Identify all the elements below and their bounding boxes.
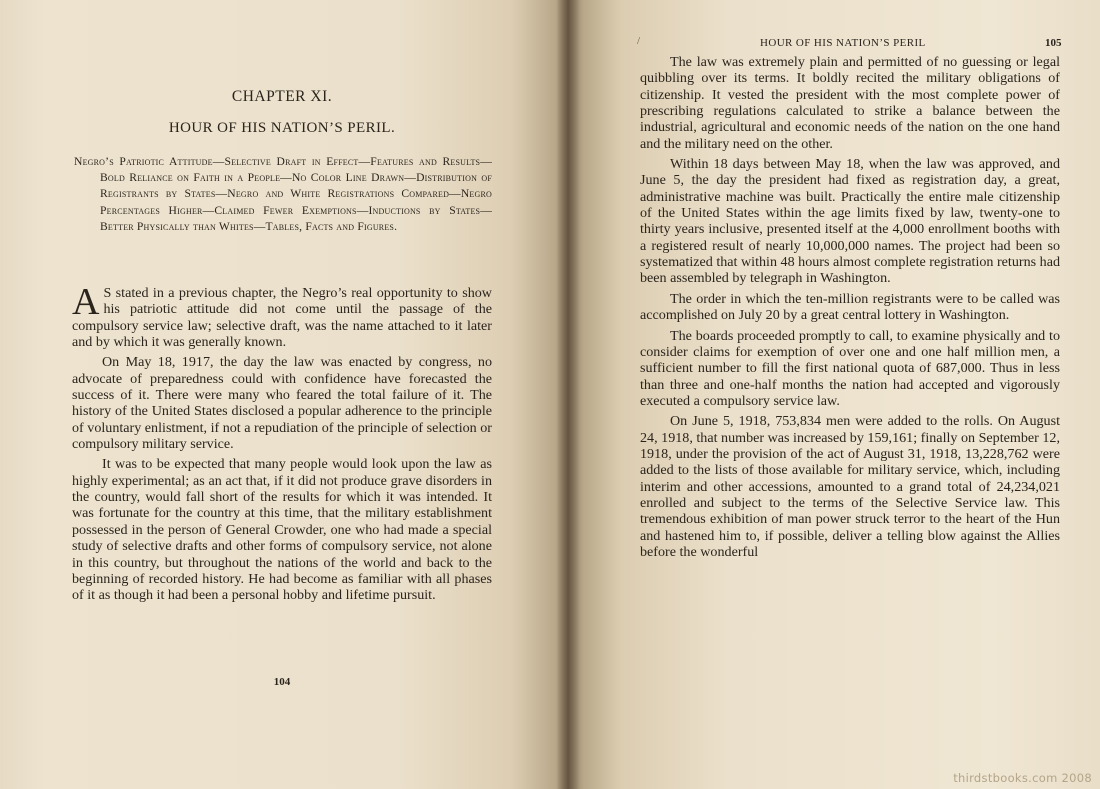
chapter-heading: CHAPTER XI. [231,88,333,105]
paragraph: The law was extremely plain and permitted of no guessing or legal quibbling over its terms. It boldly recited the military obligations of citizenship. It vested the president with the most complete power of prescribing regulations calculated to strike a balance between the industrial, agricultural and economic needs of the nation on the one hand and the military need on the other. [640,54,1060,152]
chapter-synopsis: Negro’s Patriotic Attitude—Selective Draft in Effect—Features and Results—Bold Reliance on Faith in a People—No Color Line Drawn—Distribution of Registrants by States—Negro and White Registrations Compared—Negro Percentages Higher—Claimed Fewer Exemptions—Inductions by States—Better Physically than Whites—Tables, Facts and Figures. [74,155,492,233]
drop-cap: A [72,281,100,323]
chapter-title: HOUR OF HIS NATION’S PERIL. [168,120,396,136]
right-body-text [640,54,1060,564]
pencil-mark: / [637,35,641,47]
page-number-left: 104 [273,676,291,688]
paragraph-text: S stated in a previous chapter, the Negro’s real opportunity to show his patriotic attitude did not come until the passage of the compulsory service law; selective draft, was the name attached to it later and by which it was generally known. [72,285,492,351]
paragraph: It was to be expected that many people would look upon the law as highly experimental; as an act that, if it did not produce grave disorders in the country, would fall short of the results for which it was intended. It was fortunate for the country at this time, that the military establishment possessed in the person of General Crowder, one who had made a special study of selective drafts and other forms of compulsory service, not alone in this country, but throughout the nations of the world and back to the beginning of recorded history. He had become as familiar with all phases of it as though it had been a personal hobby and lifetime pursuit. [72,456,492,604]
watermark: thirdstbooks.com 2008 [953,771,1092,785]
paragraph: On May 18, 1917, the day the law was enacted by congress, no advocate of preparedness could with confidence have forecasted the success of it. There were many who feared the total failure of it. The history of the United States disclosed a popular adherence to the principle of voluntary enlistment, if not a repudiation of the principle of selection or compulsory military service. [72,354,492,453]
running-head: HOUR OF HIS NATION’S PERIL [760,37,926,49]
paragraph: The boards proceeded promptly to call, to examine physically and to consider claims for exemption of over one and one half million men, a sufficient number to fill the first national quota of 687,000. Thus in less than three and one-half months the nation had accepted and vigorously executed a compulsory service law. [640,327,1060,409]
paragraph: Within 18 days between May 18, when the law was approved, and June 5, the day the president had fixed as registration day, a great, administrative machine was built. Practically the entire male citizenship of the United States within the age limits fixed by law, twenty-one to thirty years inclusive, presented itself at the 4,000 enrollment booths with a registered result of nearly 10,000,000 names. The project had been so systematized that within 48 hours almost complete registration returns had been assembled by telegraph in Washington. [640,156,1060,287]
paragraph: The order in which the ten-million registrants were to be called was accomplished on July 20 by a great central lottery in Washington. [640,290,1060,324]
page-number-right: 105 [1045,37,1062,49]
left-body-text [72,281,492,608]
paragraph [72,281,492,351]
paragraph: On June 5, 1918, 753,834 men were added to the rolls. On August 24, 1918, that number was increased by 159,161; finally on September 12, 1918, under the provision of the act of August 31, 1918, 13,228,762 were added to the lists of those available for military service, which, including interim and other accessions, amounted to a grand total of 24,234,021 enrolled and subject to the terms of the Selective Service law. This tremendous exhibition of man power struck terror to the heart of the Hun and hastened him to, if possible, deliver a telling blow against the Allies before the wonderful [640,413,1060,560]
book-gutter [556,0,580,789]
